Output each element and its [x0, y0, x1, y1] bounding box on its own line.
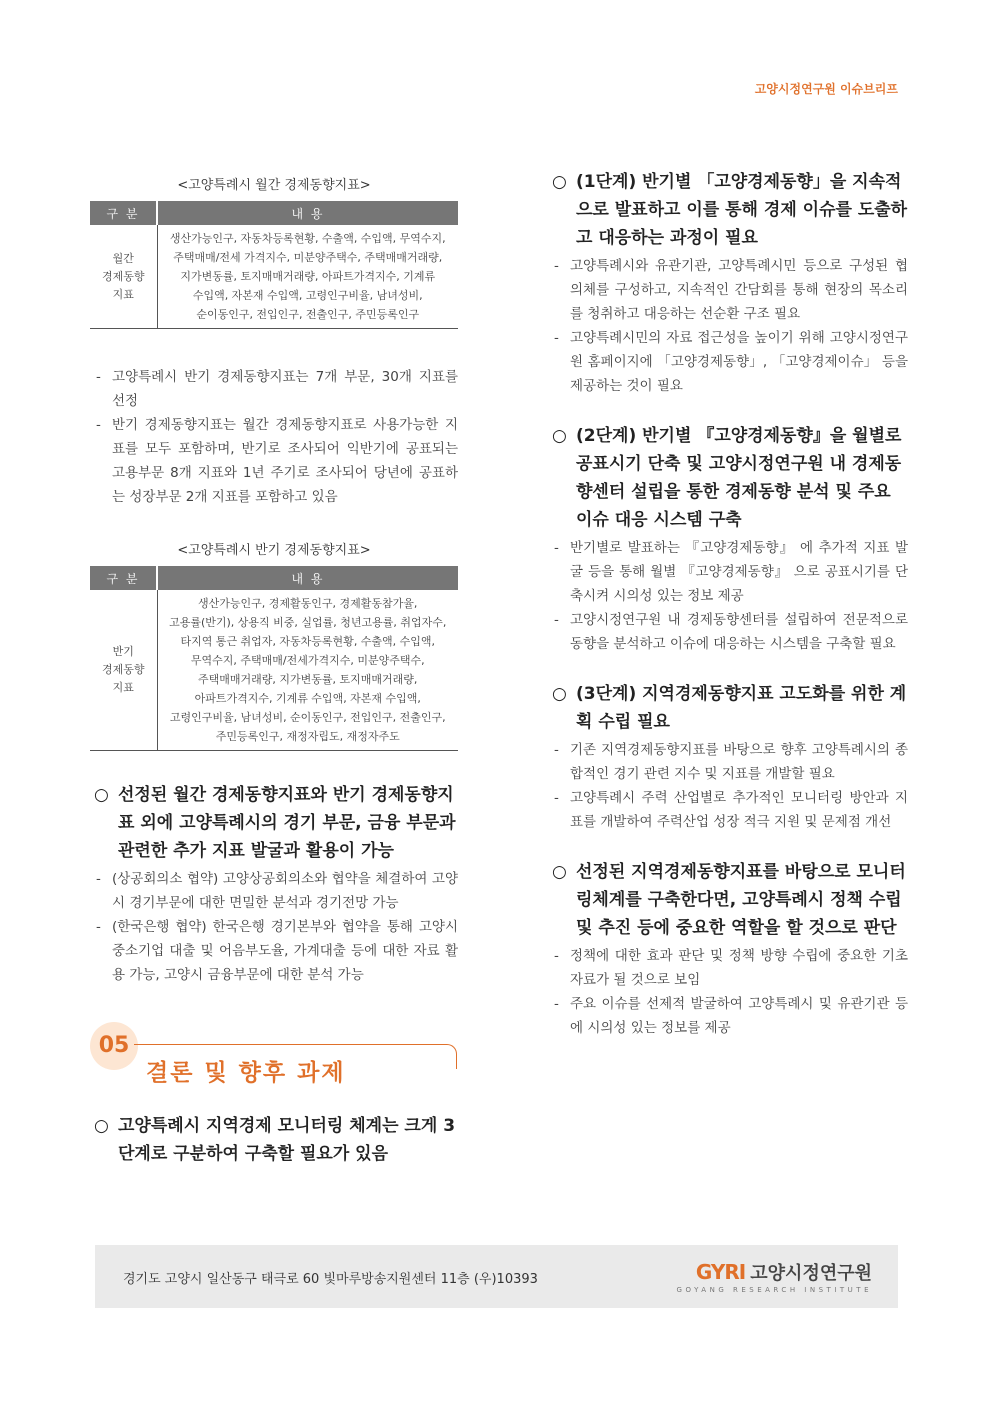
table2-row-value: 생산가능인구, 경제활동인구, 경제활동참가율, 고용률(반기), 상용직 비중, 실업률, 청년고용률, 취업자수, 타지역 통근 취업자, 자동차등록현황, 수출액, 수입액, 무역수지, 주택매매/전세가격지수, 미분양주택수, 주택매매거래량, 지가변동률, 토지매매거래량, 아파트가격지수, 기계류 수입액, 자본재 수입액, 고령인구비율, 남녀성비, 순이동인구, 전입인구, 전출인구, 주민등록인구, 재정자립도, 재정자주도 [169, 597, 447, 743]
circle-bullet-icon: ○ [552, 862, 567, 882]
left-bullets-2 [90, 867, 458, 987]
monthly-indicator-table [90, 201, 458, 329]
left-heading-3-block [90, 1112, 458, 1168]
list-item: - (상공회의소 협약) 고양상공회의소와 협약을 체결하여 고양시 경기부문에 대한 면밀한 분석과 경기전망 가능 [90, 867, 458, 915]
left-heading-2 [90, 781, 458, 865]
conclusion-heading [548, 858, 908, 942]
conclusion-heading-text: 선정된 지역경제동향지표를 바탕으로 모니터링체계를 구축한다면, 고양특례시 정책 수립 및 추진 등에 중요한 역할을 할 것으로 판단 [576, 862, 906, 938]
step1-bullets [548, 254, 908, 398]
step2-heading-text: (2단계) 반기별 『고양경제동향』을 월별로 공표시기 단축 및 고양시정연구원 내 경제동향센터 설립을 통한 경제동향 분석 및 주요 이슈 대응 시스템 구축 [576, 426, 902, 530]
table2-header-content: 내 용 [157, 566, 458, 590]
step3-heading-text: (3단계) 지역경제동향지표 고도화를 위한 계획 수립 필요 [576, 684, 907, 732]
table2-row-key: 반기 경제동향 지표 [90, 590, 157, 751]
institute-logo [677, 1259, 872, 1294]
circle-bullet-icon: ○ [94, 1116, 109, 1136]
logo-name: 고양시정연구원 [750, 1263, 872, 1284]
list-item: - 고양특례시와 유관기관, 고양특례시민 등으로 구성된 협의체를 구성하고, 지속적인 간담회를 통해 현장의 목소리를 청취하고 대응하는 선순환 구조 필요 [548, 254, 908, 326]
header-label: 고양시정연구원 이슈브리프 [754, 82, 898, 96]
section-title: 결론 및 향후 과제 [146, 1060, 346, 1086]
list-item: - (한국은행 협약) 한국은행 경기본부와 협약을 통해 고양시 중소기업 대출 및 어음부도율, 가계대출 등에 대한 자료 활용 가능, 고양시 금융부문에 대한 분석 가능 [90, 915, 458, 987]
left-bullets-1 [90, 365, 458, 509]
table1-row-key: 월간 경제동향 지표 [90, 225, 157, 329]
step2-bullets [548, 536, 908, 656]
footer [95, 1245, 898, 1308]
step1-heading [548, 168, 908, 252]
table1-row-value: 생산가능인구, 자동차등록현황, 수출액, 수입액, 무역수지, 주택매매/전세 가격지수, 미분양주택수, 주택매매거래량, 지가변동률, 토지매매거래량, 아파트가격지수, 기계류 수입액, 자본재 수입액, 고령인구비율, 남녀성비, 순이동인구, 전입인구, 전출인구, 주민등록인구 [169, 232, 446, 321]
semiannual-indicator-table [90, 566, 458, 751]
list-item: - 정책에 대한 효과 판단 및 정책 방향 수립에 중요한 기초자료가 될 것으로 보임 [548, 944, 908, 992]
right-column [548, 168, 908, 1040]
left-column [90, 168, 458, 987]
left-heading-3 [90, 1112, 458, 1168]
step2-heading [548, 422, 908, 534]
list-item: - 주요 이슈를 선제적 발굴하여 고양특례시 및 유관기관 등에 시의성 있는 정보를 제공 [548, 992, 908, 1040]
step3-bullets [548, 738, 908, 834]
circle-bullet-icon: ○ [552, 172, 567, 192]
table2-header-category: 구 분 [90, 566, 157, 590]
list-item: - 고양특례시 주력 산업별로 추가적인 모니터링 방안과 지표를 개발하여 주력산업 성장 적극 지원 및 문제점 개선 [548, 786, 908, 834]
logo-subtitle: GOYANG RESEARCH INSTITUTE [676, 1286, 872, 1294]
circle-bullet-icon: ○ [552, 684, 567, 704]
step3-heading [548, 680, 908, 736]
list-item: - 반기별로 발표하는 『고양경제동향』 에 추가적 지표 발굴 등을 통해 월별 『고양경제동향』 으로 공표시기를 단축시켜 시의성 있는 정보 제공 [548, 536, 908, 608]
conclusion-bullets [548, 944, 908, 1040]
list-item: - 고양특례시 반기 경제동향지표는 7개 부문, 30개 지표를 선정 [90, 365, 458, 413]
list-item: - 기존 지역경제동향지표를 바탕으로 향후 고양특례시의 종합적인 경기 관련 지수 및 지표를 개발할 필요 [548, 738, 908, 786]
list-item: - 반기 경제동향지표는 월간 경제동향지표로 사용가능한 지표를 모두 포함하며, 반기로 조사되어 익반기에 공표되는 고용부문 8개 지표와 1년 주기로 조사되어 당년에 공표하는 성장부문 2개 지표를 포함하고 있음 [90, 413, 458, 509]
list-item: - 고양시정연구원 내 경제동향센터를 설립하여 전문적으로 동향을 분석하고 이슈에 대응하는 시스템을 구축할 필요 [548, 608, 908, 656]
logo-mark: GYRI [695, 1260, 746, 1284]
table1-header-category: 구 분 [90, 201, 157, 225]
left-heading-2-text: 선정된 월간 경제동향지표와 반기 경제동향지표 외에 고양특례시의 경기 부문, 금융 부문과 관련한 추가 지표 발굴과 활용이 가능 [118, 785, 456, 861]
table1-caption: <고양특례시 월간 경제동향지표> [177, 178, 371, 193]
circle-bullet-icon: ○ [552, 426, 567, 446]
list-item: - 고양특례시민의 자료 접근성을 높이기 위해 고양시정연구원 홈페이지에 「고양경제동향」, 「고양경제이슈」 등을 제공하는 것이 필요 [548, 326, 908, 398]
section-number-badge: 05 [90, 1022, 138, 1070]
table2-caption: <고양특례시 반기 경제동향지표> [177, 543, 371, 558]
left-heading-3-text: 고양특례시 지역경제 모니터링 체계는 크게 3단계로 구분하여 구축할 필요가 있음 [118, 1116, 456, 1164]
step1-heading-text: (1단계) 반기별 「고양경제동향」을 지속적으로 발표하고 이를 통해 경제 이슈를 도출하고 대응하는 과정이 필요 [576, 172, 908, 248]
table1-header-content: 내 용 [157, 201, 458, 225]
circle-bullet-icon: ○ [94, 785, 109, 805]
footer-address: 경기도 고양시 일산동구 태극로 60 빛마루방송지원센터 11층 (우)10393 [123, 1272, 538, 1287]
